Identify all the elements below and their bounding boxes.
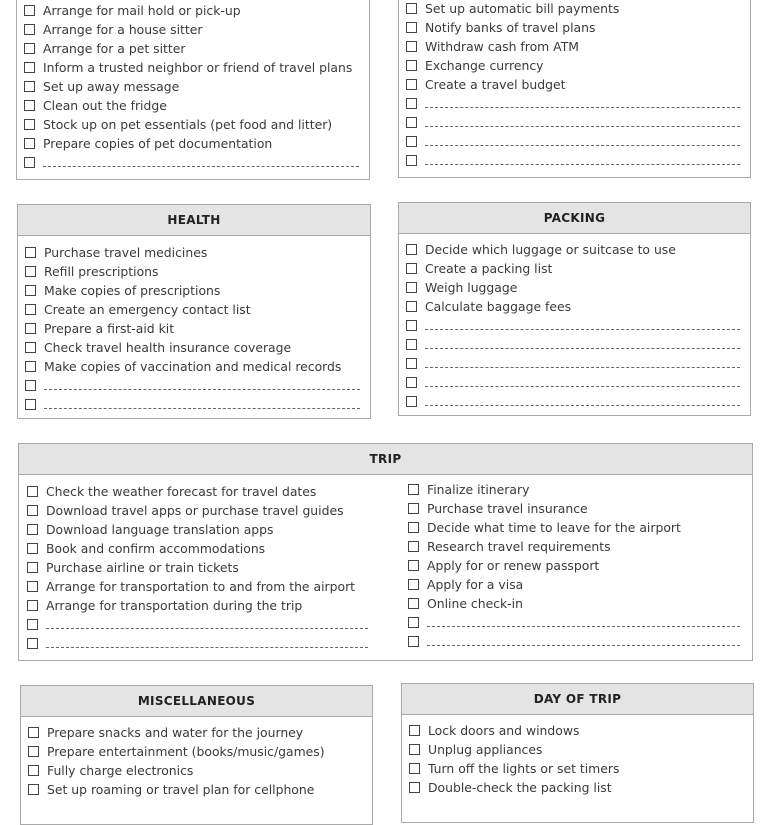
checklist-item[interactable]: Calculate baggage fees xyxy=(406,297,744,316)
checklist-item[interactable]: Prepare snacks and water for the journey xyxy=(28,723,366,742)
checkbox[interactable] xyxy=(409,725,420,736)
miscellaneous-section xyxy=(20,685,373,825)
blank-line[interactable] xyxy=(425,378,740,387)
blank-item[interactable] xyxy=(25,376,364,395)
checkbox[interactable] xyxy=(27,600,38,611)
checkbox[interactable] xyxy=(408,579,419,590)
checkbox[interactable] xyxy=(28,765,39,776)
checklist-item[interactable]: Turn off the lights or set timers xyxy=(409,759,747,778)
blank-line[interactable] xyxy=(46,620,368,629)
blank-line[interactable] xyxy=(427,618,740,627)
checklist-item[interactable]: Exchange currency xyxy=(406,56,744,75)
blank-item[interactable] xyxy=(408,613,744,632)
checkbox[interactable] xyxy=(406,98,417,109)
checklist-item[interactable]: Refill prescriptions xyxy=(25,262,364,281)
checkbox[interactable] xyxy=(25,247,36,258)
blank-line[interactable] xyxy=(43,158,359,167)
checklist-item[interactable]: Arrange for transportation during the trip xyxy=(27,596,372,615)
checkbox[interactable] xyxy=(25,285,36,296)
checklist-item[interactable]: Finalize itinerary xyxy=(408,480,744,499)
blank-item[interactable] xyxy=(406,316,744,335)
checklist-item[interactable]: Fully charge electronics xyxy=(28,761,366,780)
blank-item[interactable] xyxy=(406,354,744,373)
checkbox[interactable] xyxy=(406,117,417,128)
checkbox[interactable] xyxy=(25,266,36,277)
blank-item[interactable] xyxy=(27,615,372,634)
checkbox[interactable] xyxy=(24,157,35,168)
checkbox[interactable] xyxy=(408,636,419,647)
checkbox[interactable] xyxy=(408,617,419,628)
checklist-item[interactable]: Decide which luggage or suitcase to use xyxy=(406,240,744,259)
checkbox[interactable] xyxy=(406,320,417,331)
blank-item[interactable] xyxy=(406,113,744,132)
checklist-item[interactable]: Arrange for transportation to and from the airport xyxy=(27,577,372,596)
checklist-item[interactable]: Set up away message xyxy=(24,77,363,96)
checkbox[interactable] xyxy=(408,541,419,552)
checkbox[interactable] xyxy=(25,361,36,372)
trip-section xyxy=(18,443,753,661)
blank-item[interactable] xyxy=(406,392,744,411)
finance-section xyxy=(398,0,751,178)
checklist-item[interactable]: Book and confirm accommodations xyxy=(27,539,372,558)
checklist-item[interactable]: Inform a trusted neighbor or friend of travel plans xyxy=(24,58,363,77)
checklist-item[interactable]: Check travel health insurance coverage xyxy=(25,338,364,357)
trip-left-column xyxy=(27,482,372,653)
section-title: TRIP xyxy=(19,444,752,475)
blank-item[interactable] xyxy=(406,373,744,392)
checkbox[interactable] xyxy=(27,543,38,554)
checkbox[interactable] xyxy=(408,484,419,495)
checklist-item[interactable]: Arrange for mail hold or pick-up xyxy=(24,1,363,20)
blank-item[interactable] xyxy=(27,634,372,653)
checkbox[interactable] xyxy=(28,727,39,738)
checklist-item[interactable]: Prepare entertainment (books/music/games) xyxy=(28,742,366,761)
blank-line[interactable] xyxy=(425,118,740,127)
checklist-item[interactable]: Purchase travel medicines xyxy=(25,243,364,262)
checklist-item[interactable]: Withdraw cash from ATM xyxy=(406,37,744,56)
checklist-item[interactable]: Lock doors and windows xyxy=(409,721,747,740)
checklist-item[interactable]: Make copies of prescriptions xyxy=(25,281,364,300)
checkbox[interactable] xyxy=(409,763,420,774)
blank-line[interactable] xyxy=(46,639,368,648)
checkbox[interactable] xyxy=(406,263,417,274)
checkbox[interactable] xyxy=(25,304,36,315)
checkbox[interactable] xyxy=(27,524,38,535)
checklist-item[interactable]: Arrange for a pet sitter xyxy=(24,39,363,58)
checklist-item[interactable]: Online check-in xyxy=(408,594,744,613)
checklist-item[interactable]: Create an emergency contact list xyxy=(25,300,364,319)
checklist-item[interactable]: Download language translation apps xyxy=(27,520,372,539)
blank-item[interactable] xyxy=(406,335,744,354)
checkbox[interactable] xyxy=(406,301,417,312)
checklist-item[interactable]: Purchase airline or train tickets xyxy=(27,558,372,577)
blank-item[interactable] xyxy=(406,151,744,170)
checkbox[interactable] xyxy=(25,342,36,353)
checkbox[interactable] xyxy=(27,581,38,592)
checkbox[interactable] xyxy=(24,5,35,16)
checkbox[interactable] xyxy=(406,244,417,255)
checkbox[interactable] xyxy=(408,503,419,514)
checkbox[interactable] xyxy=(406,396,417,407)
checkbox[interactable] xyxy=(28,784,39,795)
blank-item[interactable] xyxy=(406,132,744,151)
checkbox[interactable] xyxy=(25,380,36,391)
checkbox[interactable] xyxy=(408,560,419,571)
checklist-item[interactable]: Create a packing list xyxy=(406,259,744,278)
checklist-item[interactable]: Create a travel budget xyxy=(406,75,744,94)
checklist-item[interactable]: Make copies of vaccination and medical records xyxy=(25,357,364,376)
checkbox[interactable] xyxy=(24,43,35,54)
checklist-item[interactable]: Clean out the fridge xyxy=(24,96,363,115)
checkbox[interactable] xyxy=(24,24,35,35)
checkbox[interactable] xyxy=(406,136,417,147)
checkbox[interactable] xyxy=(406,22,417,33)
checkbox[interactable] xyxy=(24,119,35,130)
checklist-item[interactable]: Notify banks of travel plans xyxy=(406,18,744,37)
checkbox[interactable] xyxy=(27,505,38,516)
blank-line[interactable] xyxy=(425,156,740,165)
checklist-item[interactable]: Stock up on pet essentials (pet food and litter) xyxy=(24,115,363,134)
checkbox[interactable] xyxy=(406,377,417,388)
checklist-item[interactable]: Double-check the packing list xyxy=(409,778,747,797)
day-of-trip-section xyxy=(401,683,754,823)
blank-line[interactable] xyxy=(425,397,740,406)
section-title: MISCELLANEOUS xyxy=(21,686,372,717)
checklist-item[interactable]: Research travel requirements xyxy=(408,537,744,556)
checklist-item[interactable]: Decide what time to leave for the airport xyxy=(408,518,744,537)
checkbox[interactable] xyxy=(27,638,38,649)
blank-line[interactable] xyxy=(425,359,740,368)
checklist-item[interactable]: Prepare copies of pet documentation xyxy=(24,134,363,153)
section-title: PACKING xyxy=(399,203,750,234)
checklist-item[interactable]: Arrange for a house sitter xyxy=(24,20,363,39)
blank-line[interactable] xyxy=(425,340,740,349)
blank-item[interactable] xyxy=(24,153,363,172)
checkbox[interactable] xyxy=(28,746,39,757)
checkbox[interactable] xyxy=(406,282,417,293)
trip-right-column xyxy=(408,480,744,651)
blank-item[interactable] xyxy=(25,395,364,414)
blank-line[interactable] xyxy=(44,400,360,409)
checklist-item[interactable]: Purchase travel insurance xyxy=(408,499,744,518)
blank-line[interactable] xyxy=(425,321,740,330)
checklist-item[interactable]: Unplug appliances xyxy=(409,740,747,759)
blank-line[interactable] xyxy=(425,137,740,146)
checklist-item[interactable]: Set up automatic bill payments xyxy=(406,0,744,18)
blank-line[interactable] xyxy=(425,99,740,108)
blank-line[interactable] xyxy=(44,381,360,390)
checkbox[interactable] xyxy=(406,155,417,166)
checkbox[interactable] xyxy=(406,60,417,71)
section-title: HEALTH xyxy=(18,205,370,236)
section-title: DAY OF TRIP xyxy=(402,684,753,715)
checkbox[interactable] xyxy=(406,339,417,350)
checkbox[interactable] xyxy=(27,619,38,630)
checkbox[interactable] xyxy=(406,358,417,369)
checklist-item[interactable]: Apply for a visa xyxy=(408,575,744,594)
checkbox[interactable] xyxy=(406,41,417,52)
checkbox[interactable] xyxy=(24,81,35,92)
blank-line[interactable] xyxy=(427,637,740,646)
checkbox[interactable] xyxy=(24,100,35,111)
checkbox[interactable] xyxy=(409,744,420,755)
packing-section xyxy=(398,202,751,416)
checklist-item[interactable]: Prepare a first-aid kit xyxy=(25,319,364,338)
checklist-item[interactable]: Apply for or renew passport xyxy=(408,556,744,575)
checklist-item[interactable]: Download travel apps or purchase travel guides xyxy=(27,501,372,520)
checkbox[interactable] xyxy=(408,522,419,533)
checkbox[interactable] xyxy=(408,598,419,609)
checkbox[interactable] xyxy=(406,3,417,14)
checklist-item[interactable]: Check the weather forecast for travel dates xyxy=(27,482,372,501)
checkbox[interactable] xyxy=(24,138,35,149)
checkbox[interactable] xyxy=(24,62,35,73)
checkbox[interactable] xyxy=(25,323,36,334)
blank-item[interactable] xyxy=(406,94,744,113)
checkbox[interactable] xyxy=(27,486,38,497)
checkbox[interactable] xyxy=(406,79,417,90)
checkbox[interactable] xyxy=(27,562,38,573)
checklist-item[interactable]: Set up roaming or travel plan for cellphone xyxy=(28,780,366,799)
home-section xyxy=(16,0,370,180)
checkbox[interactable] xyxy=(25,399,36,410)
checkbox[interactable] xyxy=(409,782,420,793)
health-section xyxy=(17,204,371,419)
blank-item[interactable] xyxy=(408,632,744,651)
checklist-item[interactable]: Weigh luggage xyxy=(406,278,744,297)
